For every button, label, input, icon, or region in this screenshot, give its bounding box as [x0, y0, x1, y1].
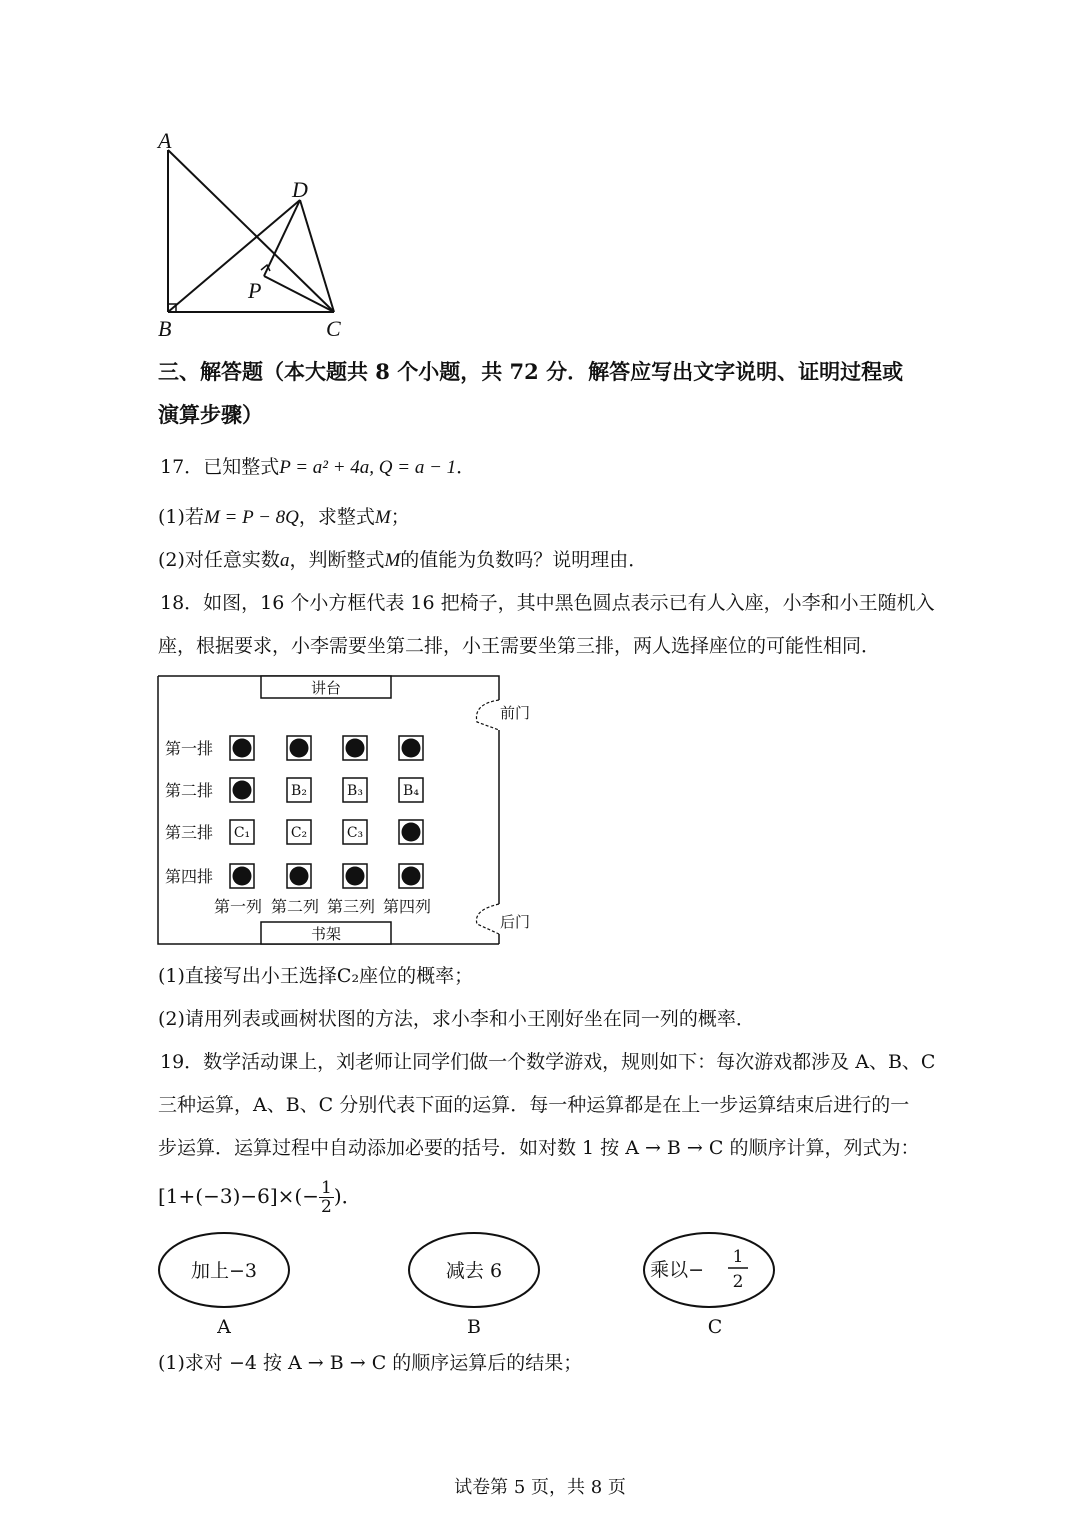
fraction-numerator: 1: [320, 1178, 332, 1198]
part-text: 若: [184, 506, 204, 528]
part-text-2: ，求整式: [298, 506, 375, 528]
operation-c-denominator: 2: [732, 1272, 744, 1292]
occupied-dot: [290, 739, 309, 758]
front-door-label: 前门: [500, 704, 531, 722]
classroom-seating-figure: [155, 672, 555, 952]
seat-label: C₁: [233, 825, 251, 841]
back-door-swing: [476, 904, 499, 934]
point-label-b: B: [158, 316, 172, 341]
section-heading-line2: 演算步骤）: [158, 402, 263, 427]
column-label: 第四列: [382, 897, 432, 916]
question-18-line2: 座，根据要求，小李需要坐第二排，小王需要坐第三排，两人选择座位的可能性相同．: [158, 635, 881, 657]
part-text-2: ，判断整式: [289, 549, 385, 571]
point-label-a: A: [158, 128, 172, 153]
occupied-dot: [346, 739, 365, 758]
seat: [287, 820, 311, 844]
occupied-dot: [346, 867, 365, 886]
bookshelf-label: 书架: [310, 925, 342, 943]
part-text-3: 的值能为负数吗？说明理由．: [400, 549, 648, 571]
front-door-swing: [476, 700, 499, 730]
seat: [343, 736, 367, 760]
part-number: (1): [158, 506, 185, 528]
row-label: 第三排: [165, 823, 214, 842]
row-label: 第二排: [165, 781, 214, 800]
stem-expression: P = a² + 4a, Q = a − 1: [279, 457, 457, 478]
seat-label: C₃: [346, 825, 364, 841]
operation-b-label: B: [467, 1316, 481, 1338]
back-door-label: 后门: [500, 913, 531, 931]
part-end: ；: [390, 506, 410, 528]
row-label: 第四排: [165, 867, 214, 886]
point-label-c: C: [326, 316, 341, 341]
seat: [230, 820, 254, 844]
seat-label: B₃: [347, 783, 363, 799]
page-footer: 试卷第 5 页，共 8 页: [454, 1477, 626, 1498]
operation-a-label: A: [217, 1316, 231, 1338]
geometry-figure: [150, 120, 370, 350]
part-text: 对任意实数: [184, 549, 280, 571]
operation-a-text: 加上−3: [190, 1260, 258, 1282]
point-label-d: D: [292, 177, 308, 202]
question-19-line2: 三种运算，A、B、C 分别代表下面的运算．每一种运算都是在上一步运算结束后进行的一: [158, 1094, 910, 1116]
seat: [399, 820, 423, 844]
section-heading-line1: 三、解答题（本大题共 8 个小题，共 72 分．解答应写出文字说明、证明过程或: [158, 359, 904, 384]
question-19-part1: (1)求对 −4 按 A → B → C 的顺序运算后的结果；: [158, 1352, 583, 1374]
question-18-part1: (1)直接写出小王选择C₂座位的概率；: [158, 965, 474, 987]
question-18-part2: (2)请用列表或画树状图的方法，求小李和小王刚好坐在同一列的概率．: [158, 1008, 755, 1030]
column-label: 第二列: [270, 897, 320, 916]
point-label-p: P: [248, 278, 262, 303]
part-variable-a: a: [279, 550, 290, 571]
seat: [399, 736, 423, 760]
part-variable-m: M: [384, 550, 401, 571]
part-number: (2): [158, 549, 185, 571]
occupied-dot: [233, 739, 252, 758]
seat-label: C₂: [290, 825, 308, 841]
occupied-dot: [402, 739, 421, 758]
fraction-denominator: 2: [320, 1197, 332, 1217]
stem-text: 已知整式: [203, 456, 280, 478]
formula-prefix: [1+(−3)−6]×(−: [158, 1184, 319, 1208]
operation-c-numerator: 1: [732, 1247, 744, 1267]
question-19-line3: 步运算．运算过程中自动添加必要的括号．如对数 1 按 A → B → C 的顺序计算，列式为：: [158, 1137, 920, 1159]
podium-label: 讲台: [310, 679, 342, 697]
occupied-dot: [233, 867, 252, 886]
question-17-stem: [160, 455, 475, 480]
seat: [287, 864, 311, 888]
seat: [287, 736, 311, 760]
operation-b-text: 减去 6: [445, 1260, 503, 1282]
seat: [399, 864, 423, 888]
occupied-dot: [233, 781, 252, 800]
seat-label: B₄: [403, 783, 419, 799]
occupied-dot: [402, 867, 421, 886]
question-number: 17．: [160, 456, 204, 478]
question-18-line1: 18．如图，16 个小方框代表 16 把椅子，其中黑色圆点表示已有人入座，小李和小王随机入: [160, 592, 935, 614]
operation-c-text: 乘以−: [650, 1259, 704, 1281]
seat: [399, 778, 423, 802]
seat: [230, 778, 254, 802]
part-variable: M: [374, 507, 391, 528]
operations-figure: [150, 1230, 790, 1350]
segment-pc: [264, 276, 334, 312]
question-17-part1: [158, 505, 410, 530]
seat-label: B₂: [291, 783, 307, 799]
occupied-dot: [290, 867, 309, 886]
formula-suffix: )．: [333, 1184, 362, 1208]
column-label: 第三列: [326, 897, 376, 916]
question-17-part2: [158, 548, 647, 573]
question-19-line1: 19．数学活动课上，刘老师让同学们做一个数学游戏，规则如下：每次游戏都涉及 A、B、C: [160, 1051, 936, 1073]
question-19-formula: [158, 1174, 362, 1218]
column-label: 第一列: [213, 897, 263, 916]
seat: [230, 864, 254, 888]
segment-dp: [264, 200, 300, 276]
seat: [287, 778, 311, 802]
seat: [230, 736, 254, 760]
seat: [343, 778, 367, 802]
segment-bd: [168, 200, 300, 312]
seat: [343, 864, 367, 888]
formula-fraction: [319, 1179, 334, 1216]
stem-end: ．: [456, 456, 476, 478]
occupied-dot: [402, 823, 421, 842]
operation-c-label: C: [707, 1316, 723, 1338]
row-label: 第一排: [165, 739, 214, 758]
seat: [343, 820, 367, 844]
part-expression: M = P − 8Q: [203, 507, 299, 528]
